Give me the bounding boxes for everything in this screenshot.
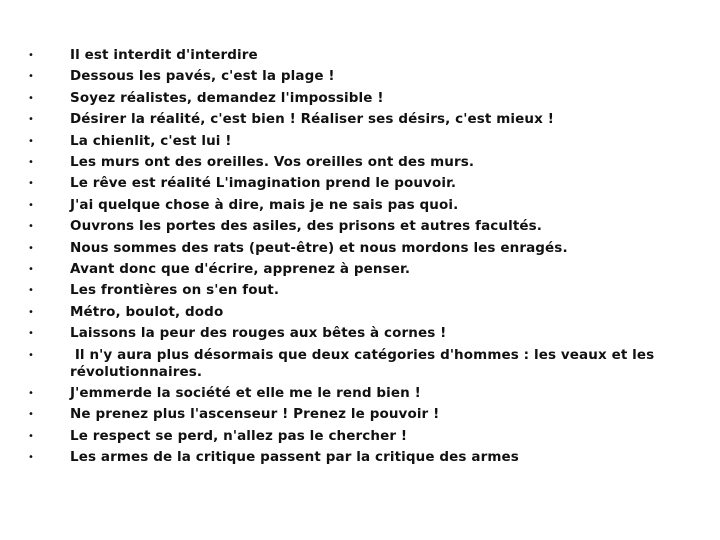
slogan-text: La chienlit, c'est lui ! [70, 132, 232, 149]
bullet: • [28, 199, 34, 211]
bullet: • [28, 387, 34, 399]
slogan-text: J'emmerde la société et elle me le rend bien ! [70, 384, 421, 401]
slogan-text: Les armes de la critique passent par la critique des armes [70, 448, 519, 465]
list-item [28, 383, 668, 404]
list-item [28, 238, 668, 259]
slogan-text: Le respect se perd, n'allez pas le chercher ! [70, 427, 408, 444]
list-item [28, 109, 668, 130]
bullet: • [28, 349, 34, 361]
slogan-text: J'ai quelque chose à dire, mais je ne sais pas quoi. [70, 196, 459, 213]
list-item [28, 195, 668, 216]
bullet: • [28, 71, 34, 83]
list-item [28, 404, 668, 425]
bullet: • [28, 306, 34, 318]
slogan-text: Laissons la peur des rouges aux bêtes à cornes ! [70, 325, 447, 342]
bullet: • [28, 451, 34, 463]
slogan-text: Il n'y aura plus désormais que deux catégories d'hommes : les veaux et les révolutionnaires. [70, 346, 660, 380]
list-item [28, 216, 668, 237]
bullet: • [28, 242, 34, 254]
slogan-text: Métro, boulot, dodo [70, 303, 224, 320]
bullet: • [28, 157, 34, 169]
bullet: • [28, 221, 34, 233]
slogan-list [28, 45, 668, 468]
slogan-text: Désirer la réalité, c'est bien ! Réaliser ses désirs, c'est mieux ! [70, 111, 554, 128]
slogan-text: Les frontières on s'en fout. [70, 282, 280, 299]
bullet: • [28, 264, 34, 276]
slogan-text: Soyez réalistes, demandez l'impossible ! [70, 89, 384, 106]
list-item [28, 152, 668, 173]
list-item [28, 302, 668, 323]
list-item [28, 280, 668, 301]
bullet: • [28, 92, 34, 104]
slogan-text: Il est interdit d'interdire [70, 47, 258, 63]
bullet: • [28, 409, 34, 421]
slogan-text: Les murs ont des oreilles. Vos oreilles ont des murs. [70, 154, 475, 171]
bullet: • [28, 178, 34, 190]
list-item [28, 345, 668, 383]
bullet: • [28, 114, 34, 126]
slogan-text: Nous sommes des rats (peut-être) et nous mordons les enragés. [70, 239, 568, 256]
slogan-text: Dessous les pavés, c'est la plage ! [70, 68, 335, 85]
list-item [28, 426, 668, 447]
slogan-text: Le rêve est réalité L'imagination prend le pouvoir. [70, 175, 457, 192]
bullet: • [28, 328, 34, 340]
list-item [28, 173, 668, 194]
list-item [28, 259, 668, 280]
slogan-text: Avant donc que d'écrire, apprenez à penser. [70, 261, 411, 278]
slogan-text: Ne prenez plus l'ascenseur ! Prenez le pouvoir ! [70, 406, 440, 423]
list-item [28, 88, 668, 109]
list-item [28, 45, 668, 66]
bullet: • [28, 135, 34, 147]
list-item [28, 323, 668, 344]
slogan-text: Ouvrons les portes des asiles, des prisons et autres facultés. [70, 218, 542, 235]
bullet: • [28, 285, 34, 297]
list-item [28, 447, 668, 468]
bullet: • [28, 430, 34, 442]
bullet: • [28, 50, 34, 61]
list-item [28, 131, 668, 152]
list-item [28, 66, 668, 87]
